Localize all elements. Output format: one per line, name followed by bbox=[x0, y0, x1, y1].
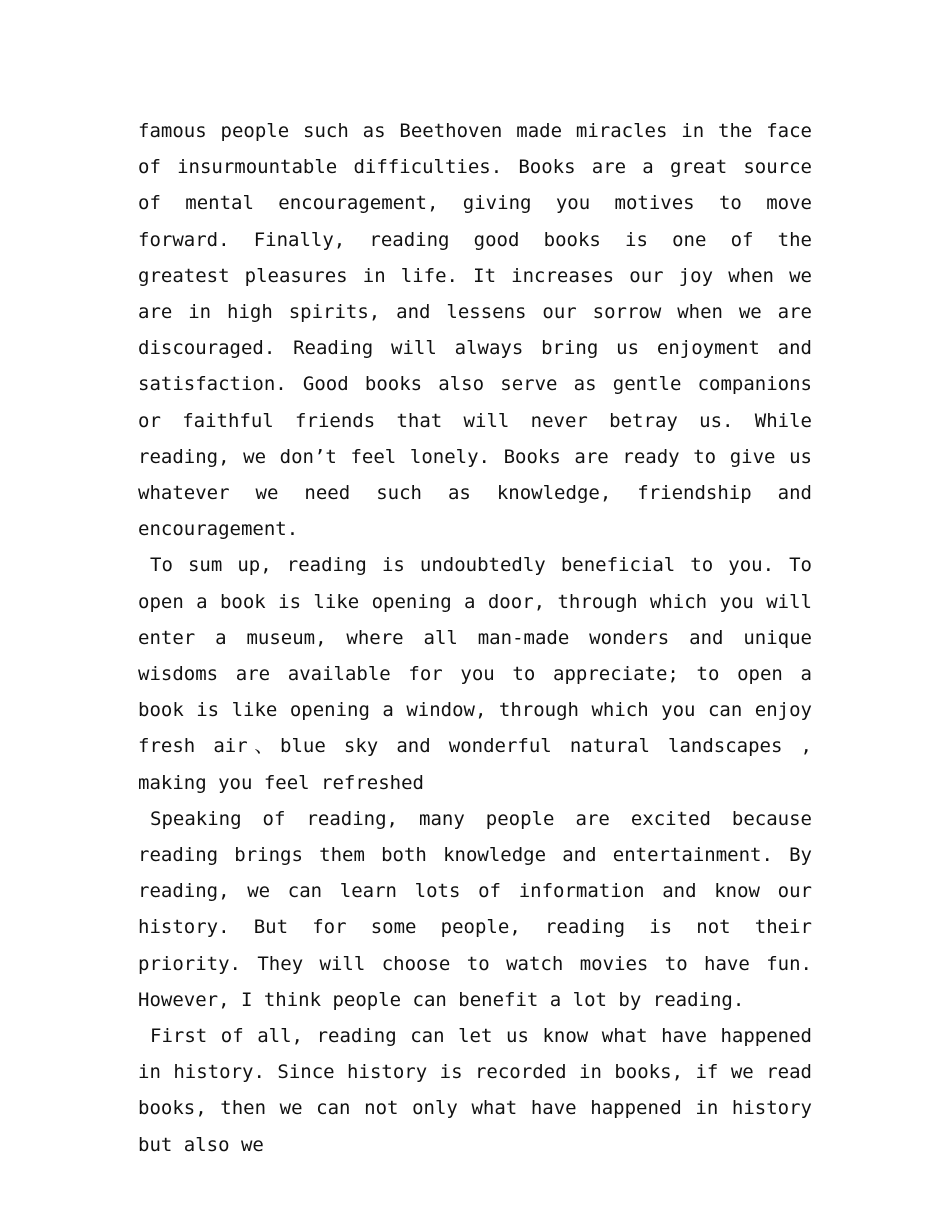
paragraph-first-of-all: First of all, reading can let us know what have happened in history. Since history is recorded in books, if we read books, then we can not only what have happened in history but also we bbox=[138, 1025, 812, 1156]
paragraph-encouragement: famous people such as Beethoven made miracles in the face of insurmountable difficulties. Books are a great source of mental encouragement, giving you motives to move forward. Finally, reading good books is one of the greatest pleasures in life. It increases our joy when we are in high spirits, and lessens our sorrow when we are discouraged. Reading will always bring us enjoyment and satisfaction. Good books also serve as gentle companions or faithful friends that will never betray us. While reading, we don’t feel lonely. Books are ready to give us whatever we need such as knowledge, friendship and encouragement. bbox=[138, 120, 812, 541]
document-page bbox=[138, 113, 812, 1163]
paragraph-sum-up: To sum up, reading is undoubtedly beneficial to you. To open a book is like opening a door, through which you will enter a museum, where all man-made wonders and unique wisdoms are available for you to appreciate; to open a book is like opening a window, through which you can enjoy fresh air、blue sky and wonderful natural landscapes , making you feel refreshed bbox=[138, 554, 812, 794]
paragraph-speaking-of-reading: Speaking of reading, many people are excited because reading brings them both knowledge and entertainment. By reading, we can learn lots of information and know our history. But for some people, reading is not their priority. They will choose to watch movies to have fun. However, I think people can benefit a lot by reading. bbox=[138, 807, 812, 1011]
